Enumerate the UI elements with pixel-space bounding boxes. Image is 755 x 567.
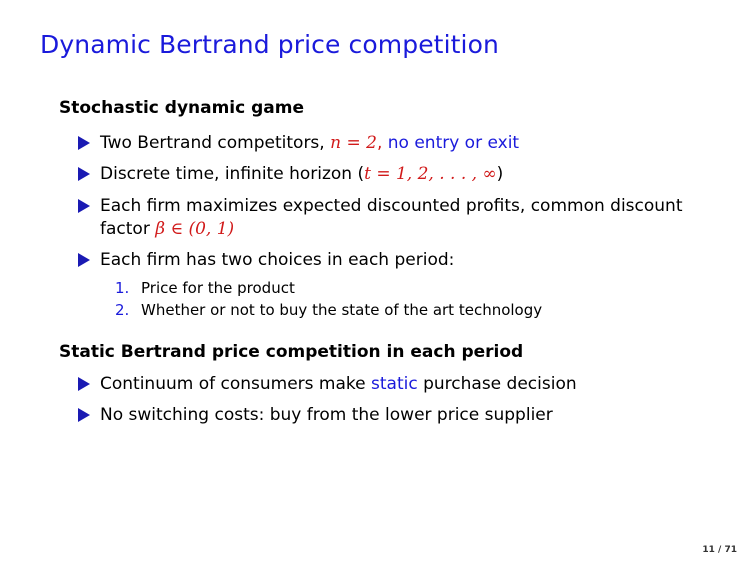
- triangle-bullet-icon: [78, 408, 90, 422]
- comma: ,: [376, 133, 388, 153]
- bullet-switching-costs: [78, 404, 718, 427]
- bullet-text-tail: purchase decision: [417, 374, 577, 394]
- bullet-competitors: [78, 132, 718, 155]
- bullet-two-choices: [78, 249, 718, 272]
- bullet-text: Each firm has two choices in each period:: [100, 250, 455, 270]
- bullet-text: Discrete time, infinite horizon (: [100, 164, 365, 184]
- bullet-discount: [78, 195, 718, 241]
- enum-number: 2.: [115, 301, 130, 319]
- triangle-bullet-icon: [78, 253, 90, 267]
- section-heading-stochastic: Stochastic dynamic game: [59, 98, 305, 118]
- bullet-discrete-time: [78, 163, 718, 186]
- enum-text: Whether or not to buy the state of the art technology: [141, 301, 543, 319]
- math-t: t = 1, 2, . . . , ∞: [364, 164, 497, 184]
- bullet-text: No switching costs: buy from the lower price supplier: [100, 405, 553, 425]
- enum-text: Price for the product: [141, 279, 295, 297]
- triangle-bullet-icon: [78, 377, 90, 391]
- slide-title: Dynamic Bertrand price competition: [40, 30, 499, 59]
- paren-close: ): [496, 164, 504, 184]
- enum-item-technology: [115, 300, 542, 320]
- triangle-bullet-icon: [78, 167, 90, 181]
- page-number: 11 / 71: [702, 545, 737, 555]
- bullet-text: Continuum of consumers make: [100, 374, 372, 394]
- static-highlight: static: [371, 374, 418, 394]
- enum-item-price: [115, 278, 295, 298]
- triangle-bullet-icon: [78, 136, 90, 150]
- enum-number: 1.: [115, 279, 130, 297]
- triangle-bullet-icon: [78, 199, 90, 213]
- bullet-text: Two Bertrand competitors,: [100, 133, 331, 153]
- math-beta: β ∈ (0, 1): [155, 219, 235, 239]
- math-n: n = 2: [330, 133, 377, 153]
- section-heading-static: Static Bertrand price competition in each period: [59, 342, 524, 362]
- bullet-text-line2: factor: [100, 219, 156, 239]
- bullet-consumers: [78, 373, 718, 396]
- entry-exit-text: no entry or exit: [387, 133, 520, 153]
- bullet-text-line1: Each firm maximizes expected discounted profits, common discount: [100, 196, 683, 216]
